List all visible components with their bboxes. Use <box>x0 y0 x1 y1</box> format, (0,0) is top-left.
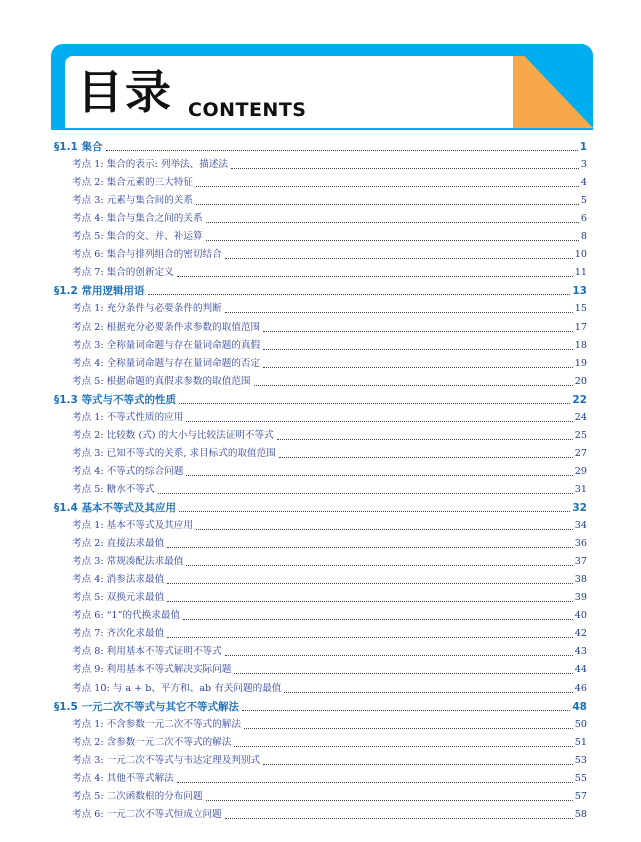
dot-leader <box>279 457 573 458</box>
toc-entry-label: 考点 8: 利用基本不等式证明不等式 <box>72 646 222 658</box>
toc-entry-label: 考点 2: 比较数 (式) 的大小与比较法证明不等式 <box>72 429 274 441</box>
toc-page-number: 39 <box>574 592 587 604</box>
toc-page-number: 42 <box>574 628 587 640</box>
dot-leader <box>206 800 573 801</box>
toc-item-entry[interactable] <box>72 605 587 623</box>
dot-leader <box>244 728 573 729</box>
toc-item-entry[interactable] <box>72 786 587 804</box>
toc-page-number: 15 <box>574 303 587 315</box>
toc-item-entry[interactable] <box>72 587 587 605</box>
dot-leader <box>167 637 573 638</box>
toc-section-entry[interactable] <box>54 389 587 407</box>
page-title-english: CONTENTS <box>188 99 307 121</box>
toc-entry-label: 考点 4: 全称量词命题与存在量词命题的否定 <box>72 357 261 369</box>
toc-entry-label: §1.4 基本不等式及其应用 <box>54 502 177 514</box>
toc-entry-label: 考点 4: 集合与集合之间的关系 <box>72 213 203 225</box>
toc-page-number: 29 <box>574 465 587 477</box>
toc-entry-label: 考点 5: 根据命题的真假求参数的取值范围 <box>72 375 251 387</box>
dot-leader <box>186 565 572 566</box>
toc-entry-label: §1.5 一元二次不等式与其它不等式解法 <box>54 700 240 713</box>
toc-page-number: 58 <box>574 808 587 820</box>
toc-page-number: 46 <box>574 682 587 694</box>
dot-leader <box>225 312 573 313</box>
toc-page-number: 44 <box>574 664 587 676</box>
toc-entry-label: 考点 6: “1”的代换求最值 <box>72 610 181 622</box>
toc-item-entry[interactable] <box>72 190 587 208</box>
toc-page-number: 3 <box>580 159 587 171</box>
dot-leader <box>225 818 573 819</box>
dot-leader <box>196 186 579 187</box>
toc-page-number: 11 <box>574 267 587 279</box>
toc-entry-label: 考点 5: 二次函数根的分布问题 <box>72 790 203 802</box>
toc-item-entry[interactable] <box>72 732 587 750</box>
toc-item-entry[interactable] <box>72 641 587 659</box>
toc-entry-label: 考点 3: 已知不等式的关系, 求目标式的取值范围 <box>72 447 276 459</box>
toc-page-number: 51 <box>574 736 587 748</box>
dot-leader <box>234 673 572 674</box>
toc-entry-label: §1.3 等式与不等式的性质 <box>54 393 177 406</box>
toc-entry-label: 考点 7: 集合的创新定义 <box>72 267 174 279</box>
dot-leader <box>158 493 573 494</box>
dot-leader <box>186 475 572 476</box>
dot-leader <box>106 150 578 151</box>
toc-page-number: 25 <box>574 429 587 441</box>
toc-entry-label: 考点 10: 与 a + b、平方和、ab 有关问题的最值 <box>72 682 282 694</box>
toc-page-number: 50 <box>574 718 587 730</box>
toc-page-number: 43 <box>574 646 587 658</box>
toc-section-entry[interactable] <box>54 497 587 515</box>
dot-leader <box>263 764 573 765</box>
toc-page-number: 57 <box>574 790 587 802</box>
toc-page-number: 19 <box>574 357 587 369</box>
dot-leader <box>206 222 579 223</box>
toc-entry-label: 考点 2: 直接法求最值 <box>72 538 165 550</box>
toc-entry-label: 考点 3: 元素与集合间的关系 <box>72 195 193 207</box>
toc-page-number: 32 <box>572 502 587 514</box>
dot-leader <box>263 349 573 350</box>
toc-page-number: 53 <box>574 754 587 766</box>
toc-item-entry[interactable] <box>72 226 587 244</box>
toc-entry-label: 考点 3: 全称量词命题与存在量词命题的真假 <box>72 339 261 351</box>
page-title: 目录 <box>77 65 173 119</box>
dot-leader <box>277 439 573 440</box>
toc-entry-label: 考点 3: 一元二次不等式与韦达定理及判别式 <box>72 754 261 766</box>
toc-item-entry[interactable] <box>72 461 587 479</box>
dot-leader <box>225 258 573 259</box>
toc-page-number: 36 <box>574 538 587 550</box>
dot-leader <box>148 294 571 295</box>
toc-section-entry[interactable] <box>54 136 587 154</box>
dot-leader <box>167 583 573 584</box>
toc-item-entry[interactable] <box>72 335 587 353</box>
toc-item-entry[interactable] <box>72 515 587 533</box>
dot-leader <box>177 782 573 783</box>
toc-entry-label: 考点 2: 根据充分必要条件求参数的取值范围 <box>72 321 261 333</box>
toc-entry-label: 考点 6: 一元二次不等式恒成立问题 <box>72 808 222 820</box>
toc-item-entry[interactable] <box>72 659 587 677</box>
toc-item-entry[interactable] <box>72 443 587 461</box>
toc-page-number: 55 <box>574 772 587 784</box>
toc-page-number: 5 <box>580 195 587 207</box>
toc-entry-label: 考点 1: 集合的表示: 列举法、描述法 <box>72 159 229 171</box>
toc-page-number: 31 <box>574 483 587 495</box>
header-divider <box>51 128 593 130</box>
toc-page-number: 22 <box>572 393 587 406</box>
dot-leader <box>177 276 573 277</box>
toc-section-entry[interactable] <box>54 280 587 298</box>
dot-leader <box>183 619 573 620</box>
toc-entry-label: 考点 2: 集合元素的三大特征 <box>72 177 193 189</box>
toc-item-entry[interactable] <box>72 533 587 551</box>
toc-entry-label: 考点 9: 利用基本不等式解决实际问题 <box>72 664 232 676</box>
toc-entry-label: 考点 7: 齐次化求最值 <box>72 628 165 640</box>
toc-page-number: 48 <box>572 700 587 713</box>
toc-item-entry[interactable] <box>72 298 587 316</box>
toc-item-entry[interactable] <box>72 154 587 172</box>
toc-entry-label: 考点 2: 含参数一元二次不等式的解法 <box>72 736 232 748</box>
toc-item-entry[interactable] <box>72 371 587 389</box>
toc-entry-label: 考点 1: 基本不等式及其应用 <box>72 520 193 532</box>
toc-page-number: 18 <box>574 339 587 351</box>
dot-leader <box>167 601 573 602</box>
toc-page-number: 38 <box>574 574 587 586</box>
toc-entry-label: 考点 1: 充分条件与必要条件的判断 <box>72 303 222 315</box>
toc-page-number: 13 <box>572 285 587 298</box>
dot-leader <box>186 421 572 422</box>
toc-entry-label: 考点 1: 不等式性质的应用 <box>72 411 184 423</box>
toc-entry-label: 考点 6: 集合与排列组合的密切结合 <box>72 249 222 261</box>
toc-entry-label: 考点 4: 其他不等式解法 <box>72 772 174 784</box>
toc-page-number: 34 <box>574 520 587 532</box>
toc-entry-label: 考点 4: 消参法求最值 <box>72 574 165 586</box>
toc-entry-label: §1.1 集合 <box>54 141 103 153</box>
toc-page-number: 40 <box>574 610 587 622</box>
dot-leader <box>263 367 573 368</box>
toc-item-entry[interactable] <box>72 714 587 732</box>
toc-item-entry[interactable] <box>72 804 587 822</box>
toc-page-number: 24 <box>574 411 587 423</box>
dot-leader <box>254 385 573 386</box>
toc-entry-label: §1.2 常用逻辑用语 <box>54 285 145 298</box>
corner-triangle-icon <box>513 44 593 128</box>
toc-entry-label: 考点 1: 不含参数一元二次不等式的解法 <box>72 718 241 730</box>
dot-leader <box>284 692 572 693</box>
toc-page-number: 10 <box>574 249 587 261</box>
toc-item-entry[interactable] <box>72 317 587 335</box>
toc-page-number: 27 <box>574 447 587 459</box>
toc-item-entry[interactable] <box>72 750 587 768</box>
toc-item-entry[interactable] <box>72 425 587 443</box>
dot-leader <box>263 331 573 332</box>
dot-leader <box>179 511 570 512</box>
toc-entry-label: 考点 4: 不等式的综合问题 <box>72 465 184 477</box>
toc-entry-label: 考点 5: 双换元求最值 <box>72 592 165 604</box>
toc-item-entry[interactable] <box>72 353 587 371</box>
toc-page-number: 4 <box>580 177 587 189</box>
dot-leader <box>234 746 572 747</box>
dot-leader <box>242 710 570 711</box>
toc-item-entry[interactable] <box>72 208 587 226</box>
toc-page-number: 37 <box>574 556 587 568</box>
toc-item-entry[interactable] <box>72 623 587 641</box>
dot-leader <box>225 655 573 656</box>
dot-leader <box>167 547 573 548</box>
toc-page-number: 17 <box>574 321 587 333</box>
toc-item-entry[interactable] <box>72 768 587 786</box>
toc-page-number: 20 <box>574 375 587 387</box>
toc-entry-label: 考点 3: 常规凑配法求最值 <box>72 556 184 568</box>
toc-page-number: 1 <box>579 141 587 153</box>
toc-page-number: 6 <box>580 213 587 225</box>
dot-leader <box>231 168 579 169</box>
toc-item-entry[interactable] <box>72 262 587 280</box>
toc-section-entry[interactable] <box>54 696 587 714</box>
dot-leader <box>196 204 579 205</box>
toc-item-entry[interactable] <box>72 678 587 696</box>
toc-item-entry[interactable] <box>72 407 587 425</box>
toc-entry-label: 考点 5: 集合的交、并、补运算 <box>72 231 203 243</box>
toc-item-entry[interactable] <box>72 479 587 497</box>
dot-leader <box>179 403 570 404</box>
toc-page-number: 8 <box>580 231 587 243</box>
dot-leader <box>206 240 579 241</box>
toc-item-entry[interactable] <box>72 244 587 262</box>
toc-item-entry[interactable] <box>72 569 587 587</box>
toc-item-entry[interactable] <box>72 172 587 190</box>
dot-leader <box>196 529 573 530</box>
toc-entry-label: 考点 5: 糖水不等式 <box>72 483 155 495</box>
toc-item-entry[interactable] <box>72 551 587 569</box>
